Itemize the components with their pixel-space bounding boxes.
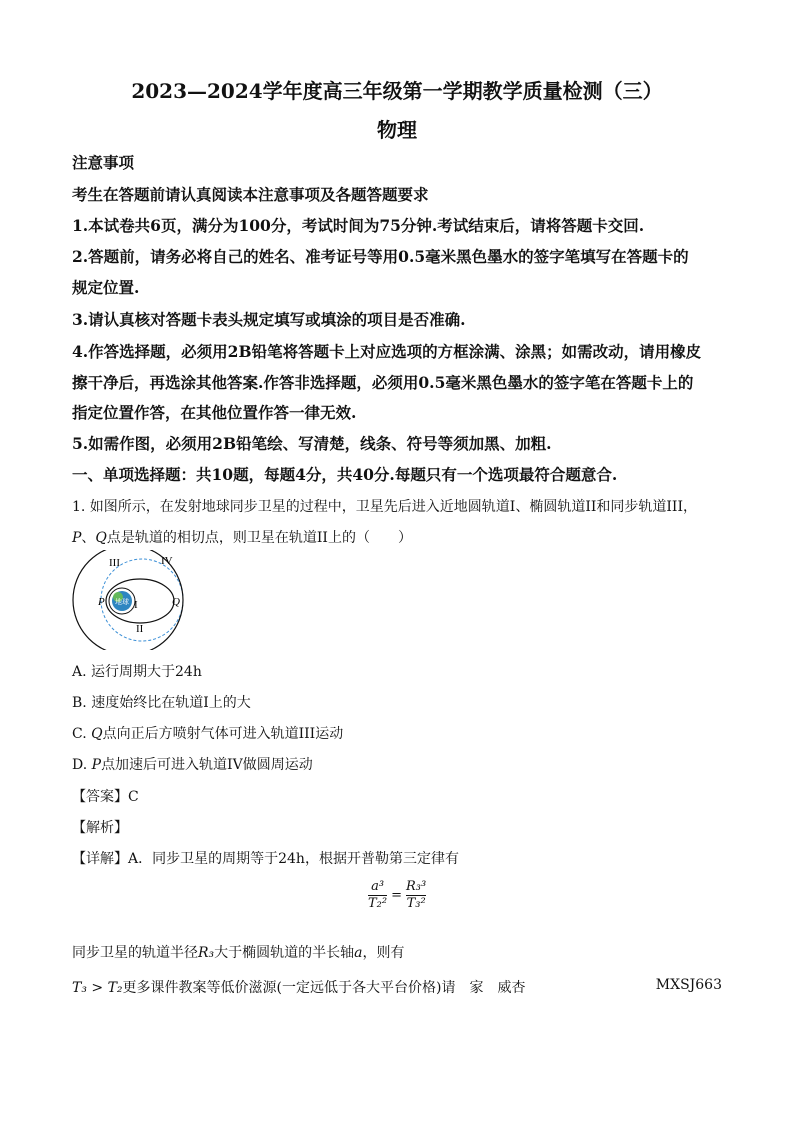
after-formula-line — [72, 942, 405, 962]
option-b: B. 速度始终比在轨道I上的大 — [72, 695, 251, 711]
numerator-left: a³ — [371, 879, 385, 894]
notice-item: 2.答题前，请务必将自己的姓名、准考证号等用0.5毫米黑色墨水的签字笔填写在答题卡的 — [72, 247, 689, 266]
subject-title: 物理 — [377, 118, 417, 142]
option-d-text: 点加速后可进入轨道IV做圆周运动 — [101, 757, 313, 773]
text: ，则有 — [362, 945, 405, 961]
label-i: I — [134, 599, 138, 611]
kepler-formula — [368, 880, 426, 910]
fraction-left — [368, 880, 387, 910]
label-q: Q — [172, 596, 180, 608]
question-1-stem-2 — [72, 527, 412, 547]
notice-item: 3.请认真核对答题卡表头规定填写或填涂的项目是否准确. — [72, 310, 466, 329]
equals-sign: = — [391, 887, 402, 903]
section-heading: 一、单项选择题：共10题，每题4分，共40分.每题只有一个选项最符合题意合. — [72, 465, 618, 484]
semi-axis-symbol: a — [354, 945, 363, 961]
text: 大于椭圆轨道的半长轴 — [214, 945, 355, 961]
footer-line — [72, 977, 525, 997]
option-a: A. 运行周期大于24h — [72, 664, 202, 680]
label-iv: IV — [161, 555, 173, 567]
text: 同步卫星的轨道半径 — [72, 945, 198, 961]
footer-code: MXSJ663 — [655, 977, 722, 993]
radius-symbol: R₃ — [198, 945, 215, 961]
point-q: Q — [91, 726, 103, 742]
option-c-letter: C. — [72, 726, 92, 742]
label-iii: III — [109, 557, 120, 569]
notice-item: 规定位置. — [72, 278, 140, 297]
label-p: P — [98, 596, 105, 608]
fraction-right — [406, 880, 426, 910]
option-c — [72, 723, 343, 743]
option-c-text: 点向正后方喷射气体可进入轨道III运动 — [102, 726, 344, 742]
notice-heading: 注意事项 — [72, 153, 135, 172]
answer-line: 【答案】C — [72, 789, 139, 805]
denominator-right: T₃² — [406, 895, 426, 911]
label-ii: II — [136, 623, 144, 635]
option-d — [72, 754, 313, 774]
separator: 、 — [81, 530, 96, 546]
question-1-stem: 1. 如图所示，在发射地球同步卫星的过程中，卫星先后进入近地圆轨道I、椭圆轨道II和同步轨道III， — [72, 499, 697, 515]
footer-text: 更多课件教案等低价滋源(一定远低于各大平台价格)请 家 威杏 — [122, 980, 526, 996]
option-d-letter: D. — [72, 757, 92, 773]
notice-item: 1.本试卷共6页，满分为100分，考试时间为75分钟.考试结束后，请将答题卡交回. — [72, 216, 645, 235]
notice-item: 4.作答选择题，必须用2B铅笔将答题卡上对应选项的方框涂满、涂黑；如需改动，请用橡皮 — [72, 342, 702, 361]
point-q: Q — [95, 530, 107, 546]
earth-label: 地球 — [115, 598, 129, 606]
period-inequality: T₃ > T₂ — [72, 980, 123, 996]
numerator-right: R₃³ — [406, 879, 427, 894]
exam-title: 2023—2024学年度高三年级第一学期教学质量检测（三） — [131, 79, 663, 103]
analysis-heading: 【解析】 — [72, 820, 128, 836]
notice-item: 指定位置作答，在其他位置作答一律无效. — [72, 403, 357, 422]
point-p: P — [91, 757, 102, 773]
notice-intro: 考生在答题前请认真阅读本注意事项及各题答题要求 — [72, 185, 429, 204]
detail-line: 【详解】A．同步卫星的周期等于24h，根据开普勒第三定律有 — [72, 851, 459, 867]
notice-item: 擦干净后，再选涂其他答案.作答非选择题，必须用0.5毫米黑色墨水的签字笔在答题卡上的 — [72, 373, 694, 392]
stem-text: 点是轨道的相切点，则卫星在轨道II上的（ ） — [106, 530, 412, 546]
denominator-left: T₂² — [368, 895, 388, 911]
notice-item: 5.如需作图，必须用2B铅笔绘、写清楚，线条、符号等须加黑、加粗. — [72, 434, 552, 453]
orbit-diagram — [68, 550, 216, 650]
point-p: P — [72, 530, 82, 546]
